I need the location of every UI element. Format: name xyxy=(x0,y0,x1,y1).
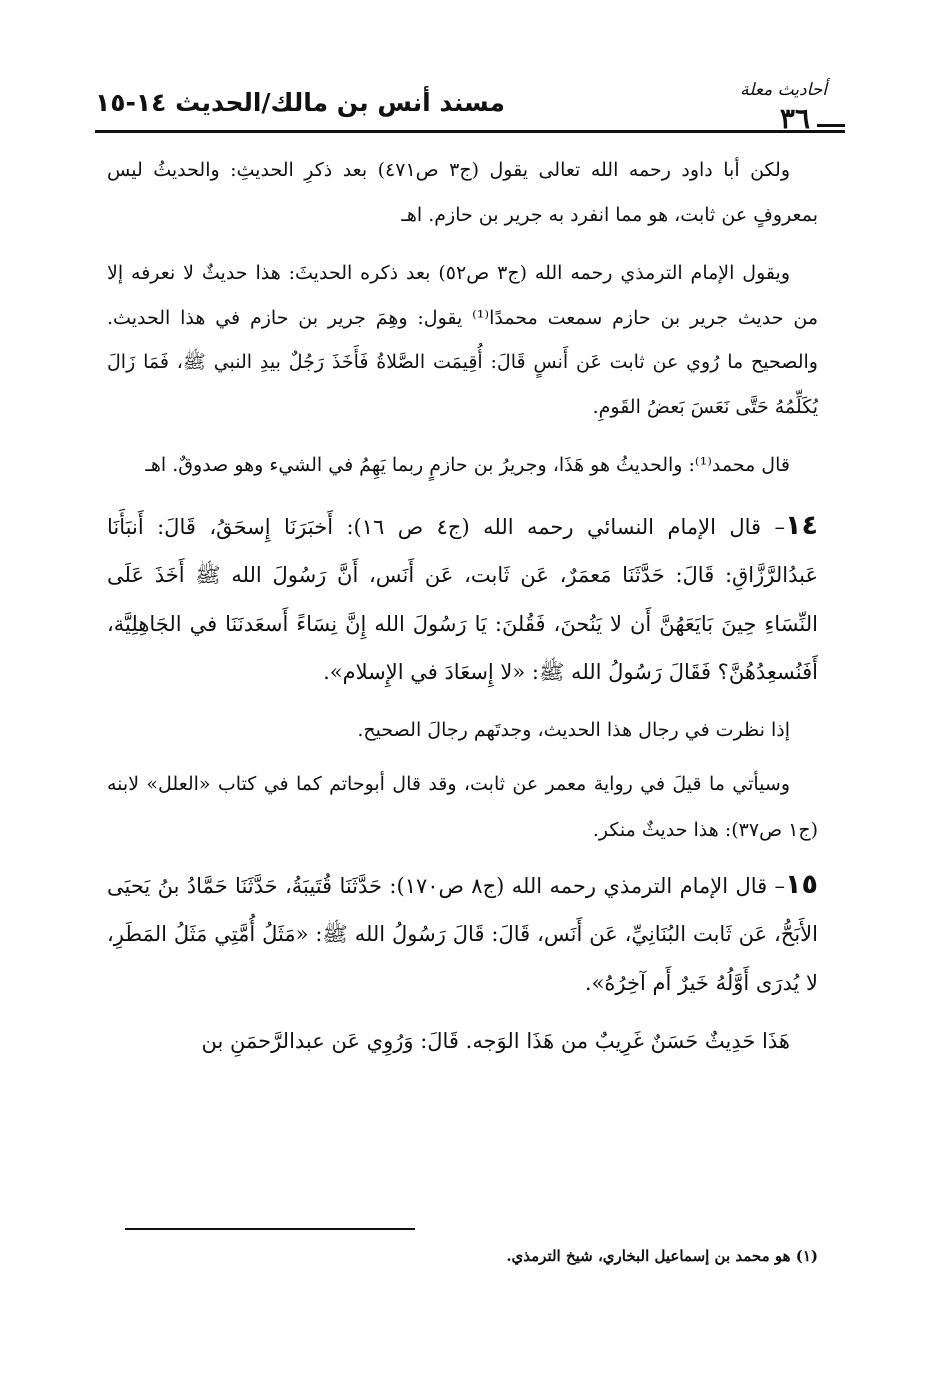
hadith-14-text: – قال الإمام النسائي رحمه الله (ج٤ ص ١٦): أَخبَرَنَا إِسحَقُ، قَالَ: أَنبَأَنَا عَبدُالرَّزَّاقِ: قَالَ: حَدَّثَنَا مَعمَرٌ، عَن ثَابت، عَن أَنَس، أَنَّ رَسُولَ الله ﷺ أَخَذَ عَلَى النِّسَاءِ حِينَ بَايَعَهُنَّ أَن لا يَنُحنَ، فَقُلنَ: يَا رَسُولَ الله إِنَّ نِسَاءً أَسعَدنَنَا في الجَاهِلِيَّة، أَفَنُسعِدُهُنَّ؟ فَقَالَ رَسُولُ الله ﷺ: «لا إِسعَادَ في الإِسلام». xyxy=(107,514,818,684)
hadith-15-tail-text: هَذَا حَدِيثٌ حَسَنٌ غَرِيبٌ من هَذَا الوَجه. قَالَ: وَرُوِي عَن عبدالرَّحمَنِ بن xyxy=(201,1029,790,1053)
page-header xyxy=(95,80,845,140)
hadith-15-number: ١٥ xyxy=(785,868,818,900)
paragraph-abu-dawud: ولكن أبا داود رحمه الله تعالى يقول (ج٣ ص٤٧١) بعد ذكرِ الحديثِ: والحديثُ ليس بمعروفٍ عن ثابت، هو مما انفرد به جرير بن حازم. اهـ xyxy=(107,159,818,226)
series-title: أحاديث معلة xyxy=(740,80,827,100)
hadith-14-note-1: إذا نظرت في رجال هذا الحديث، وجدتَهم رجالَ الصحيح. xyxy=(357,718,790,741)
hadith-15-text: – قال الإمام الترمذي رحمه الله (ج٨ ص١٧٠): حَدَّثَنَا قُتَيبَةُ، حَدَّثَنَا حَمَّادُ بنُ يَحيَى الأَبَحُّ، عَن ثَابت البُنَانِيِّ، عَن أَنَس، قَالَ: قَالَ رَسُولُ الله ﷺ: «مَثَلُ أُمَّتِي مَثَلُ المَطَرِ، لا يُدرَى أَوَّلُهُ خَيرٌ أَم آخِرُهُ». xyxy=(107,873,818,995)
hadith-15 xyxy=(107,861,818,1008)
paragraph-muhammad: قال محمد⁽¹⁾: والحديثُ هو هَذَا، وجريرُ بن حازمٍ ربما يَهِمُ في الشيء وهو صدوقٌ. اهـ xyxy=(145,454,790,476)
header-rule-accent xyxy=(817,124,845,127)
footnote-rule xyxy=(125,1228,415,1230)
page-body xyxy=(107,148,818,1076)
hadith-15-tail xyxy=(107,1017,818,1066)
footnote: (١) هو محمد بن إسماعيل البخاري، شيخ الترمذي. xyxy=(506,1247,818,1265)
header-rule xyxy=(95,130,845,133)
hadith-14-note-2: وسيأتي ما قيلَ في رواية معمر عن ثابت، وقد قال أبوحاتم كما في كتاب «العلل» لابنه (ج١ ص٣٧): هذا حديثٌ منكر. xyxy=(107,772,818,841)
running-title: مسند أنس بن مالك/الحديث ١٤-١٥ xyxy=(95,88,505,117)
page-number: ٣٦ xyxy=(779,102,810,135)
hadith-14-number: ١٤ xyxy=(785,509,818,541)
paragraph-tirmidhi: ويقول الإمام الترمذي رحمه الله (ج٣ ص٥٢) بعد ذكره الحديثَ: هذا حديثٌ لا نعرفه إلا من حديث جرير بن حازم سمعت محمدًا⁽¹⁾ يقول: وهِمَ جرير بن حازم في هذا الحديث. والصحيح ما رُوي عن ثابت عَن أَنسٍ قَالَ: أُقِيمَت الصَّلاةُ فَأَخَذَ رَجُلٌ بيدِ النبي ﷺ، فَمَا زَالَ يُكَلِّمُهُ حَتَّى نَعَسَ بَعضُ القَومِ. xyxy=(107,262,818,418)
hadith-14 xyxy=(107,502,818,697)
